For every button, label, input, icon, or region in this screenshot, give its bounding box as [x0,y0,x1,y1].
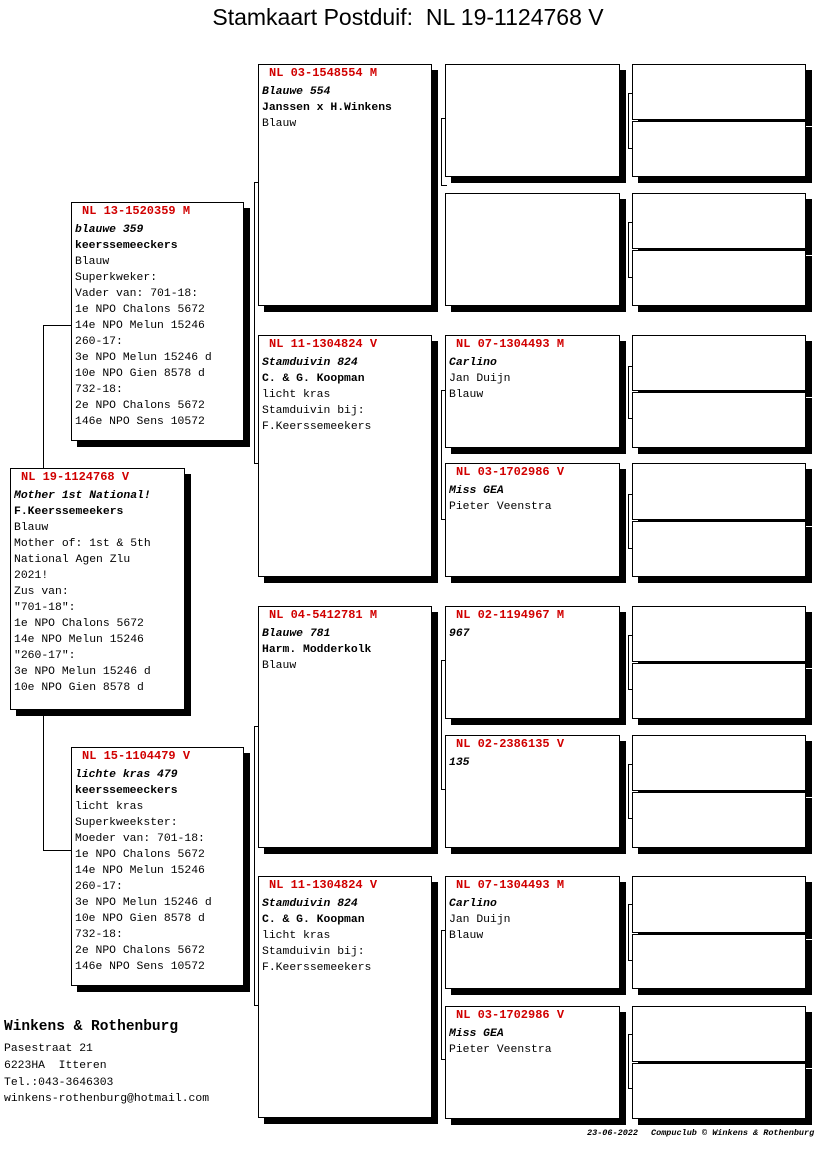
info-line: 3e NPO Melun 15246 d [75,352,212,364]
footer-credit: Compuclub © Winkens & Rothenburg [651,1128,815,1138]
pigeon-name: Carlino [449,357,497,369]
ring-number: NL 11-1304824 V [269,337,378,351]
ring-number: NL 07-1304493 M [456,337,565,351]
connector [43,325,44,468]
ring-number: NL 03-1702986 V [456,465,565,479]
pedigree-card-empty [632,1063,806,1119]
pedigree-card-empty [632,64,806,120]
info-line: 2021! [14,570,49,582]
owner-name: Winkens & Rothenburg [4,1019,179,1035]
ring-number: NL 07-1304493 M [456,878,565,892]
connector [43,325,71,326]
pigeon-name: lichte kras 479 [75,769,178,781]
info-line: 14e NPO Melun 15246 [14,634,144,646]
pigeon-name: Carlino [449,898,497,910]
info-line: 10e NPO Gien 8578 d [14,682,144,694]
color: licht kras [262,389,331,401]
info-line: "260-17": [14,650,76,662]
breeder: C. & G. Koopman [262,914,365,926]
pedigree-card-empty [632,663,806,719]
info-line: 732-18: [75,929,123,941]
pedigree-card-empty [632,606,806,662]
ring-number: NL 04-5412781 M [269,608,378,622]
pigeon-name: Stamduivin 824 [262,898,358,910]
ring-number: NL 03-1548554 M [269,66,378,80]
info-line: Stamduivin bij: [262,405,365,417]
pigeon-name: Mother 1st National! [14,490,151,502]
ring-number: NL 19-1124768 V [21,470,130,484]
pedigree-card-mmm [445,1006,620,1119]
pedigree-card-mff [445,606,620,719]
breeder: Janssen x H.Winkens [262,102,392,114]
pedigree-card-empty [445,193,620,306]
ring-number: NL 03-1702986 V [456,1008,565,1022]
color: licht kras [75,801,144,813]
pigeon-name: Miss GEA [449,485,504,497]
info-line: 14e NPO Melun 15246 [75,320,205,332]
ring-number: NL 02-1194967 M [456,608,565,622]
info-line: 260-17: [75,336,123,348]
pedigree-card-empty [632,1006,806,1062]
color: Blauw [449,930,484,942]
pedigree-card-mother [71,747,244,986]
info-line: Vader van: 701-18: [75,288,199,300]
pedigree-card-empty [632,193,806,249]
info-line: Superkweekster: [75,817,178,829]
pedigree-card-empty [632,735,806,791]
pedigree-card-empty [632,392,806,448]
info-line: Superkweker: [75,272,158,284]
info-line: F.Keerssemeekers [262,962,372,974]
pedigree-card-empty [632,521,806,577]
pedigree-card-fmf [445,335,620,448]
pigeon-name: Blauwe 554 [262,86,331,98]
info-line: 3e NPO Melun 15246 d [75,897,212,909]
page-title: Stamkaart Postduif: NL 19-1124768 V [212,4,604,30]
connector [43,850,71,851]
pedigree-card-mm [258,876,432,1118]
info-line: 10e NPO Gien 8578 d [75,368,205,380]
pigeon-name: 135 [449,757,470,769]
connector [43,710,44,850]
pedigree-card-fmm [445,463,620,577]
pedigree-card-mfm [445,735,620,848]
color: Blauw [75,256,110,268]
info-line: 2e NPO Chalons 5672 [75,945,205,957]
pedigree-card-pigeon [10,468,185,710]
ring-number: NL 15-1104479 V [82,749,191,763]
info-line: 3e NPO Melun 15246 d [14,666,151,678]
pedigree-card-empty [632,463,806,520]
breeder: Pieter Veenstra [449,1044,552,1056]
pedigree-card-empty [632,792,806,848]
breeder: F.Keerssemeekers [14,506,124,518]
ring-number: NL 02-2386135 V [456,737,565,751]
pigeon-name: 967 [449,628,470,640]
breeder: C. & G. Koopman [262,373,365,385]
info-line: 146e NPO Sens 10572 [75,961,205,973]
info-line: 2e NPO Chalons 5672 [75,400,205,412]
pigeon-name: Stamduivin 824 [262,357,358,369]
breeder: Pieter Veenstra [449,501,552,513]
breeder: Harm. Modderkolk [262,644,372,656]
pedigree-card-empty [632,250,806,306]
info-line: Mother of: 1st & 5th [14,538,151,550]
ring-number: NL 11-1304824 V [269,878,378,892]
info-line: National Agen Zlu [14,554,131,566]
breeder: keerssemeeckers [75,240,178,252]
owner-street: Pasestraat 21 [4,1043,93,1055]
info-line: 732-18: [75,384,123,396]
info-line: F.Keerssemeekers [262,421,372,433]
pedigree-card-father [71,202,244,441]
color: Blauw [14,522,49,534]
info-line: 260-17: [75,881,123,893]
pedigree-card-mmf [445,876,620,989]
info-line: 146e NPO Sens 10572 [75,416,205,428]
info-line: 1e NPO Chalons 5672 [14,618,144,630]
color: licht kras [262,930,331,942]
info-line: 14e NPO Melun 15246 [75,865,205,877]
owner-email: winkens-rothenburg@hotmail.com [4,1093,210,1105]
info-line: Moeder van: 701-18: [75,833,205,845]
pedigree-card-empty [632,335,806,391]
pigeon-name: blauwe 359 [75,224,144,236]
owner-city: 6223HA Itteren [4,1060,107,1072]
breeder: keerssemeeckers [75,785,178,797]
pedigree-card-empty [632,934,806,989]
breeder: Jan Duijn [449,373,511,385]
info-line: Stamduivin bij: [262,946,365,958]
pedigree-card-fm [258,335,432,577]
color: Blauw [262,118,297,130]
info-line: 1e NPO Chalons 5672 [75,304,205,316]
color: Blauw [449,389,484,401]
pigeon-name: Miss GEA [449,1028,504,1040]
info-line: "701-18": [14,602,76,614]
pedigree-card-empty [632,876,806,933]
info-line: Zus van: [14,586,69,598]
info-line: 1e NPO Chalons 5672 [75,849,205,861]
pedigree-card-empty [632,121,806,177]
color: Blauw [262,660,297,672]
info-line: 10e NPO Gien 8578 d [75,913,205,925]
owner-phone: Tel.:043-3646303 [4,1077,114,1089]
ring-number: NL 13-1520359 M [82,204,191,218]
footer-date: 23-06-2022 [587,1128,639,1138]
pedigree-card-mf [258,606,432,848]
pedigree-card-ff [258,64,432,306]
pedigree-card-empty [445,64,620,177]
breeder: Jan Duijn [449,914,511,926]
pigeon-name: Blauwe 781 [262,628,331,640]
